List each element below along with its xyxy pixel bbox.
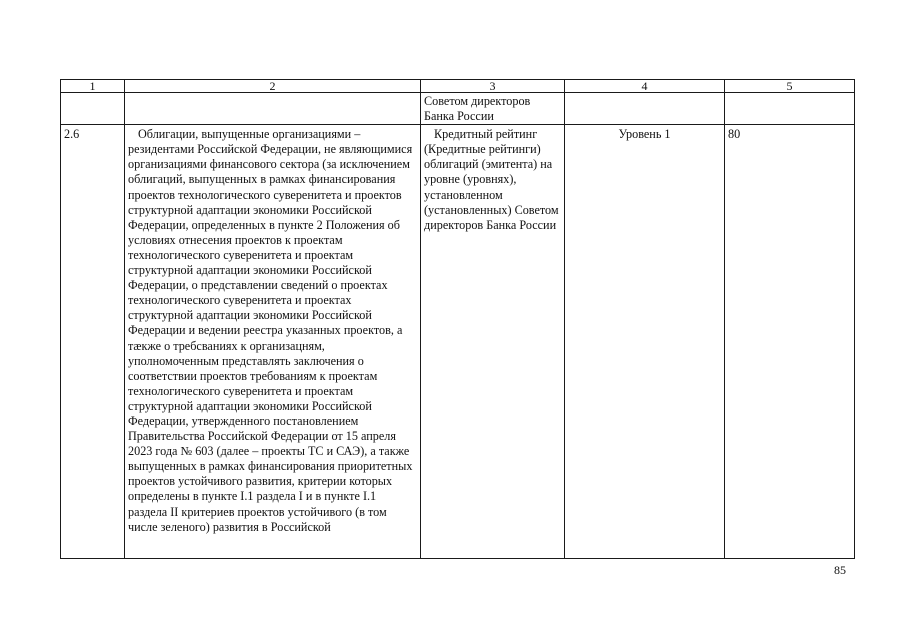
continuation-col-4 (565, 93, 725, 125)
row-level: Уровень 1 (565, 125, 725, 559)
table-row-continuation (61, 93, 855, 125)
header-col-4: 4 (565, 80, 725, 93)
table-row-2-6 (61, 125, 855, 559)
header-col-5: 5 (725, 80, 855, 93)
continuation-criteria: Советом директоров Банка России (421, 93, 565, 125)
header-col-1: 1 (61, 80, 125, 93)
row-value: 80 (725, 125, 855, 559)
table-header-row (61, 80, 855, 93)
continuation-col-5 (725, 93, 855, 125)
row-criteria: Кредитный рейтинг (Кредитные рейтинги) облигаций (эмитента) на уровне (уровнях), установленном (установленных) Советом директоров Банка России (421, 125, 565, 559)
continuation-col-2 (125, 93, 421, 125)
continuation-col-1 (61, 93, 125, 125)
header-col-2: 2 (125, 80, 421, 93)
page-number: 85 (834, 563, 846, 577)
document-table (60, 79, 855, 559)
row-description: Облигации, выпущенные организациями – резидентами Российской Федерации, не являющимися организациями финансового сектора (за исключением облигаций, выпущенных в рамках финансирования проектов технологического суверенитета и проектов структурной адаптации экономики Российской Федерации, определенных в пункте 2 Положения об условиях отнесения проектов к проектам технологического суверенитета и проектам структурной адаптации экономики Российской Федерации, о представлении сведений о проектах технологического суверенитета и проектах структурной адаптации экономики Российской Федерации и ведении реестра указанных проектов, а тӕкже о требсваниях к организацням, уполномоченным представлять заключения о соответствии проектов требованиям к проектам технологического суверенитета и проектам структурной адаптации экономики Российской Федерации, утвержденного постановлением Правительства Российской Федерации от 15 апреля 2023 года № 603 (далее – проекты ТС и САЭ), а также выпущенных в рамках финансирования приоритетных проектов устойчивого развития, критерии которых определены в пункте I.1 раздела I и в пункте I.1 раздела II критериев проектов устойчивого (в том числе зеленого) развития в Российской (125, 125, 421, 559)
row-number: 2.6 (61, 125, 125, 559)
header-col-3: 3 (421, 80, 565, 93)
